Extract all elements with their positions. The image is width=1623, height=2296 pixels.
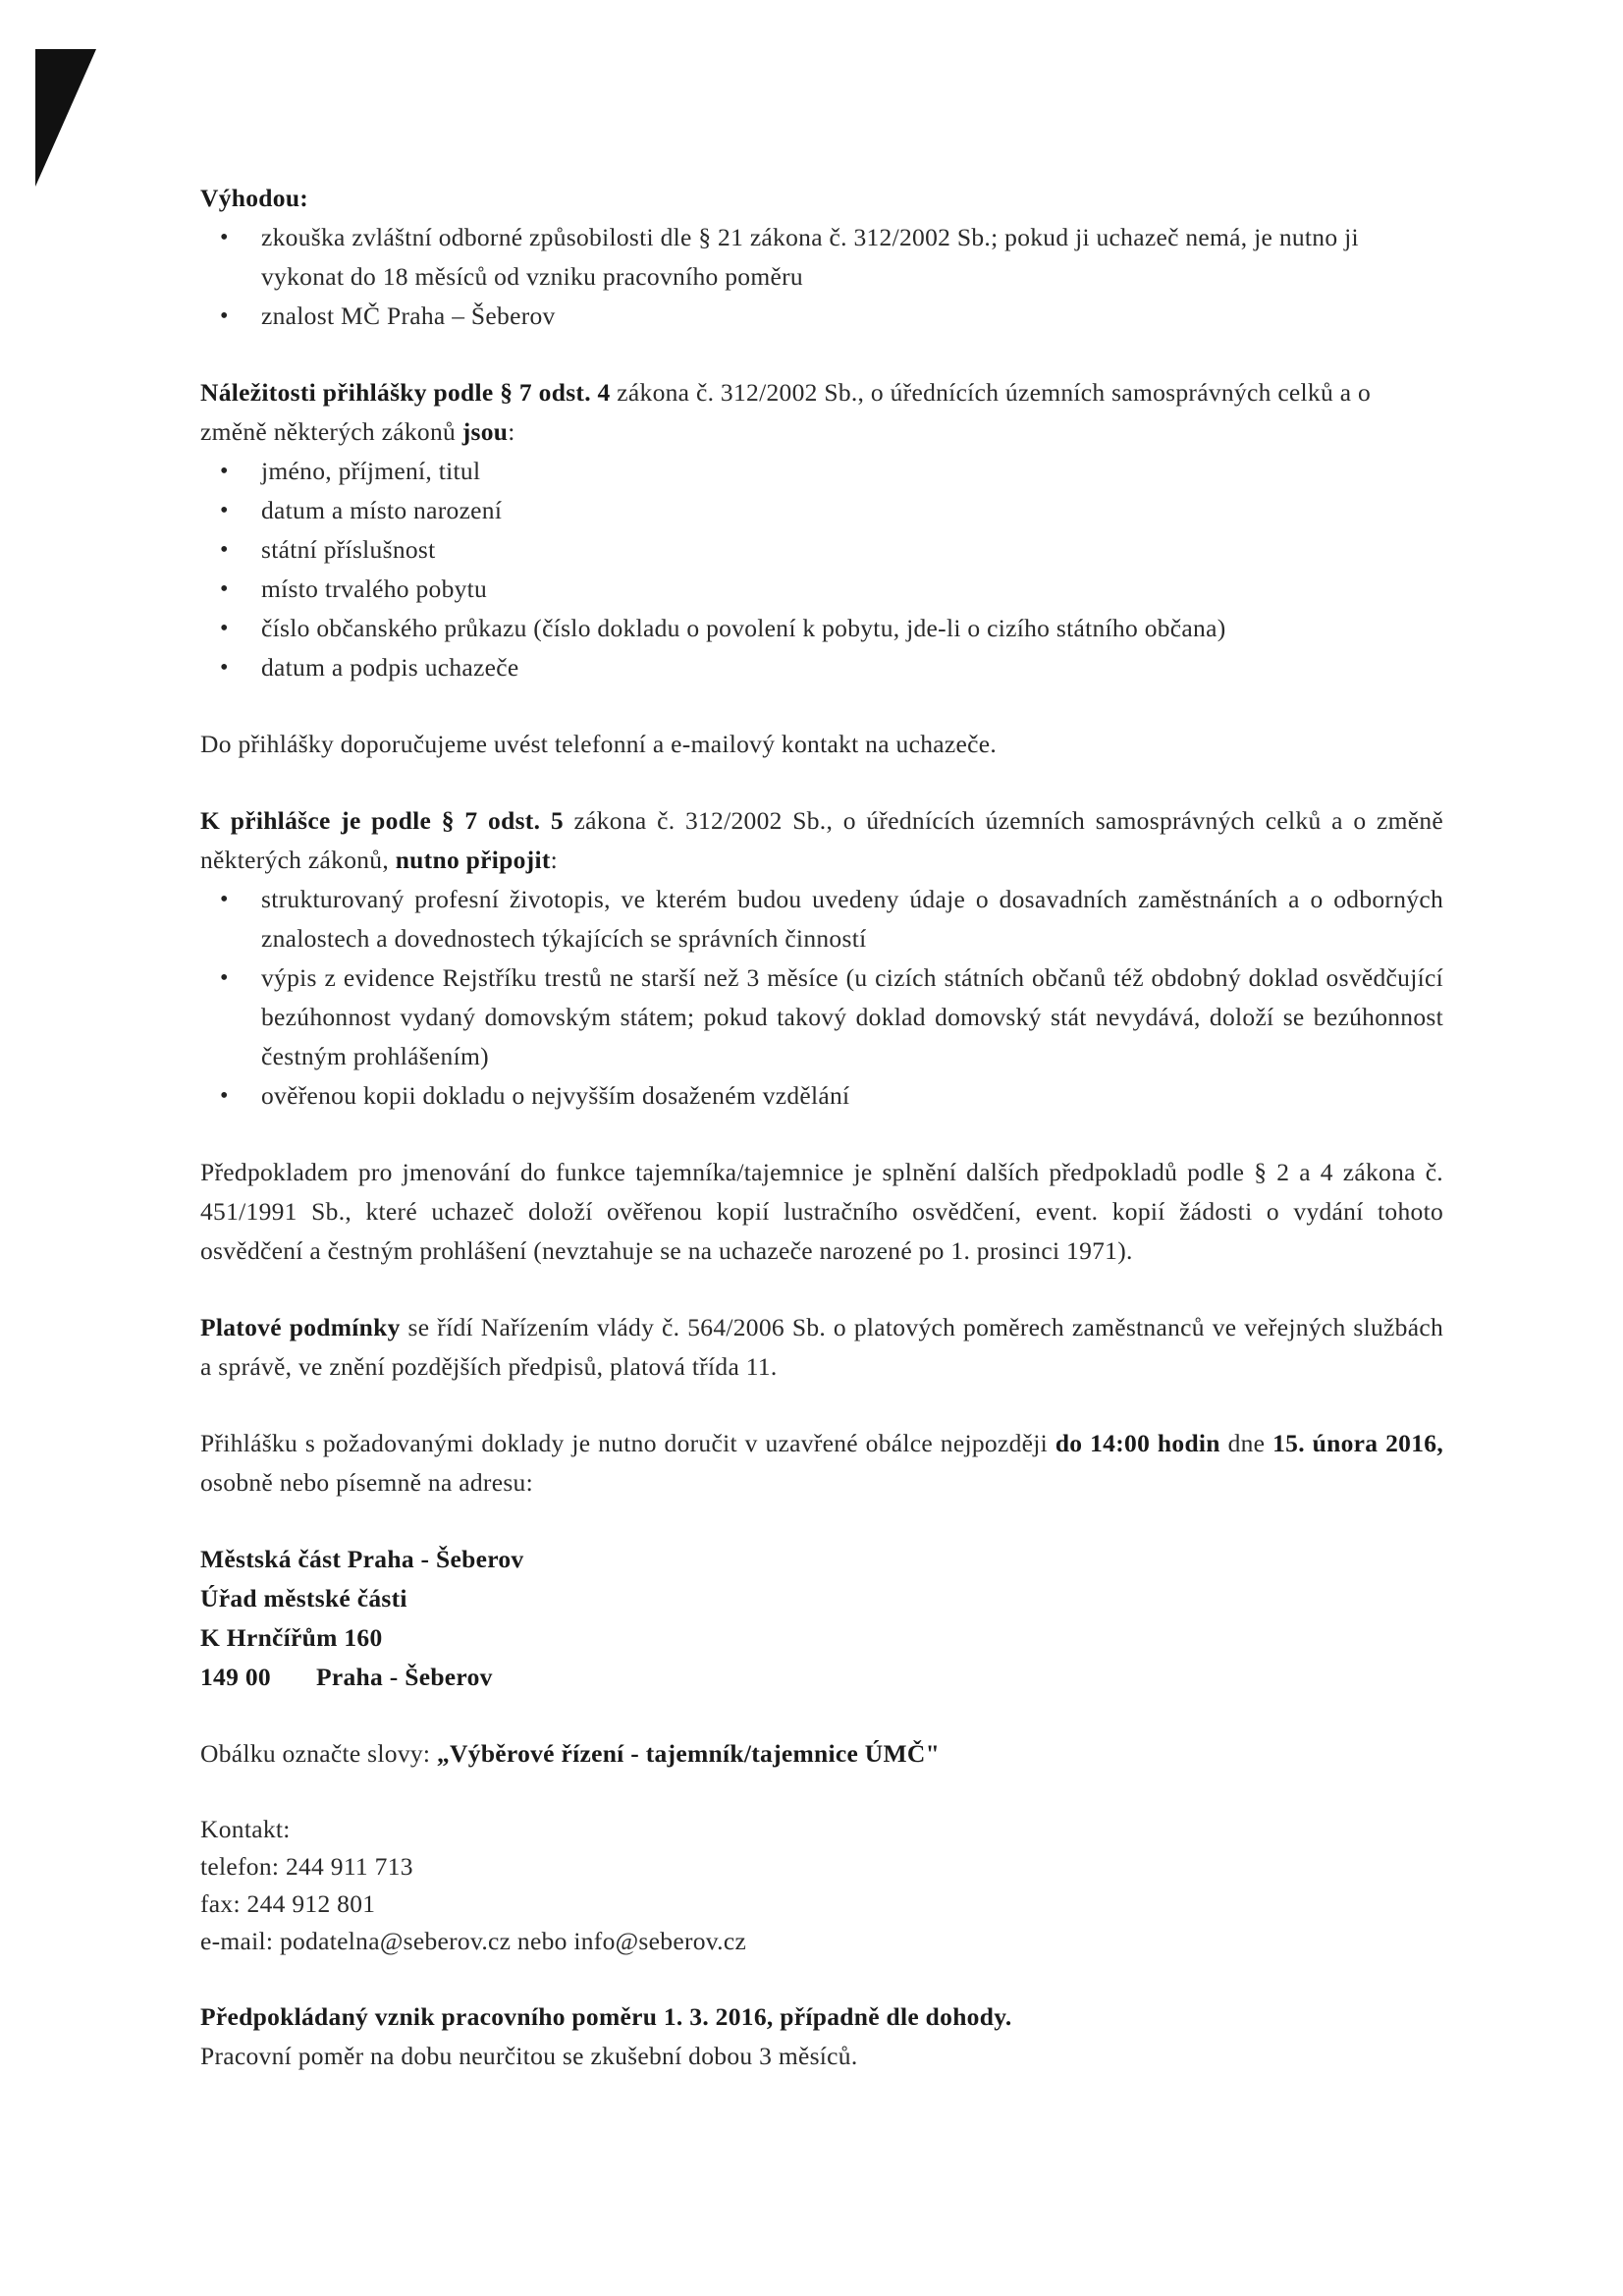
envelope-label: Obálku označte slovy: (200, 1739, 437, 1768)
attachments-section (200, 801, 1443, 1116)
list-item: • státní příslušnost (200, 530, 1443, 570)
list-item: • ověřenou kopii dokladu o nejvyšším dosaženém vzdělání (200, 1076, 1443, 1116)
address-zip: 149 00 (200, 1663, 271, 1691)
attachments-intro (200, 801, 1443, 880)
attachments-list (200, 880, 1443, 1116)
recommend-section (200, 725, 1443, 764)
contact-email: e-mail: podatelna@seberov.cz nebo info@seberov.cz (200, 1927, 747, 1955)
contact-label: Kontakt: (200, 1815, 291, 1843)
prerequisite-text: Předpokladem pro jmenování do funkce tajemníka/tajemnice je splnění dalších předpokladů podle § 2 a 4 zákona č. 451/1991 Sb., které uchazeč doloží ověřenou kopií lustračního osvědčení, event. kopií žádosti o vydání tohoto osvědčení a čestným prohlášení (nevztahuje se na uchazeče narozené po 1. prosinci 1971). (200, 1158, 1443, 1265)
list-item: • datum a podpis uchazeče (200, 648, 1443, 687)
attachments-intro-text: zákona č. 312/2002 Sb., o úřednících územních samosprávných celků a o změně některých zákonů, (200, 806, 1443, 874)
list-item: • zkouška zvláštní odborné způsobilosti dle § 21 zákona č. 312/2002 Sb.; pokud ji uchazeč nemá, je nutno ji vykonat do 18 měsíců od vzniku pracovního poměru (200, 218, 1443, 297)
delivery-deadline-date: 15. února 2016, (1272, 1429, 1443, 1457)
delivery-text3: osobně nebo písemně na adresu: (200, 1468, 533, 1497)
contact-phone: telefon: 244 911 713 (200, 1852, 413, 1881)
advantage-section (200, 179, 1443, 336)
delivery-text (200, 1424, 1443, 1503)
salary-text (200, 1308, 1443, 1387)
delivery-section (200, 1424, 1443, 1503)
requirements-intro-text: zákona č. 312/2002 Sb., o úřednících územních samosprávných celků a o změně některých zákonů (200, 378, 1372, 446)
salary-section (200, 1308, 1443, 1387)
delivery-text2: dne (1219, 1429, 1273, 1457)
advantage-list (200, 218, 1443, 336)
requirements-intro-end: : (508, 417, 515, 446)
list-item: • znalost MČ Praha – Šeberov (200, 297, 1443, 336)
list-item: • strukturovaný profesní životopis, ve kterém budou uvedeny údaje o dosavadních zaměstnáních a o odborných znalostech a dovednostech týkajících se správních činností (200, 880, 1443, 958)
start-bold: Předpokládaný vznik pracovního poměru 1. 3. 2016, případně dle dohody. (200, 2002, 1012, 2031)
list-item: • číslo občanského průkazu (číslo dokladu o povolení k pobytu, jde-li o cizího státního občana) (200, 609, 1443, 648)
contact-fax: fax: 244 912 801 (200, 1889, 376, 1918)
document-page (200, 179, 1443, 2113)
list-item: • místo trvalého pobytu (200, 570, 1443, 609)
envelope-marking: „Výběrové řízení - tajemník/tajemnice ÚMČ" (437, 1739, 941, 1768)
address-line3: K Hrnčířům 160 (200, 1623, 383, 1652)
address-line2: Úřad městské části (200, 1584, 407, 1613)
delivery-deadline-time: do 14:00 hodin (1055, 1429, 1220, 1457)
recommend-text: Do přihlášky doporučujeme uvést telefonní a e-mailový kontakt na uchazeče. (200, 730, 998, 758)
prerequisite-section (200, 1153, 1443, 1271)
start-section (200, 1997, 1443, 2076)
salary-body: se řídí Nařízením vlády č. 564/2006 Sb. o platových poměrech zaměstnanců ve veřejných službách a správě, ve znění pozdějších předpisů, platová třída 11. (200, 1313, 1443, 1381)
requirements-section (200, 373, 1443, 687)
envelope-section (200, 1734, 1443, 1774)
list-item: • datum a místo narození (200, 491, 1443, 530)
list-item: • výpis z evidence Rejstříku trestů ne starší než 3 měsíce (u cizích státních občanů též obdobný doklad osvědčující bezúhonnost vydaný domovským státem; pokud takový doklad domovský stát nevydává, doloží se bezúhonnost čestným prohlášením) (200, 958, 1443, 1076)
attachments-intro-end: : (550, 846, 559, 874)
address-block (200, 1540, 1443, 1697)
envelope-text (200, 1734, 1443, 1774)
contact-section (200, 1811, 1443, 1960)
requirements-intro (200, 373, 1443, 452)
attachments-intro-bold2: nutno připojit (395, 846, 551, 874)
requirements-intro-bold2: jsou (461, 417, 509, 446)
delivery-text1: Přihlášku s požadovanými doklady je nutno doručit v uzavřené obálce nejpozději (200, 1429, 1055, 1457)
advantage-heading: Výhodou: (200, 184, 309, 212)
address-line4 (200, 1658, 1443, 1697)
list-item: • jméno, příjmení, titul (200, 452, 1443, 491)
corner-scan-mark (35, 49, 96, 187)
start-text: Pracovní poměr na dobu neurčitou se zkušební dobou 3 měsíců. (200, 2042, 858, 2070)
requirements-intro-bold: Náležitosti přihlášky podle § 7 odst. 4 (200, 378, 611, 407)
address-line1: Městská část Praha - Šeberov (200, 1545, 524, 1573)
address-city: Praha - Šeberov (316, 1663, 493, 1691)
requirements-list (200, 452, 1443, 687)
salary-bold: Platové podmínky (200, 1313, 401, 1341)
attachments-intro-bold: K přihlášce je podle § 7 odst. 5 (200, 806, 564, 835)
